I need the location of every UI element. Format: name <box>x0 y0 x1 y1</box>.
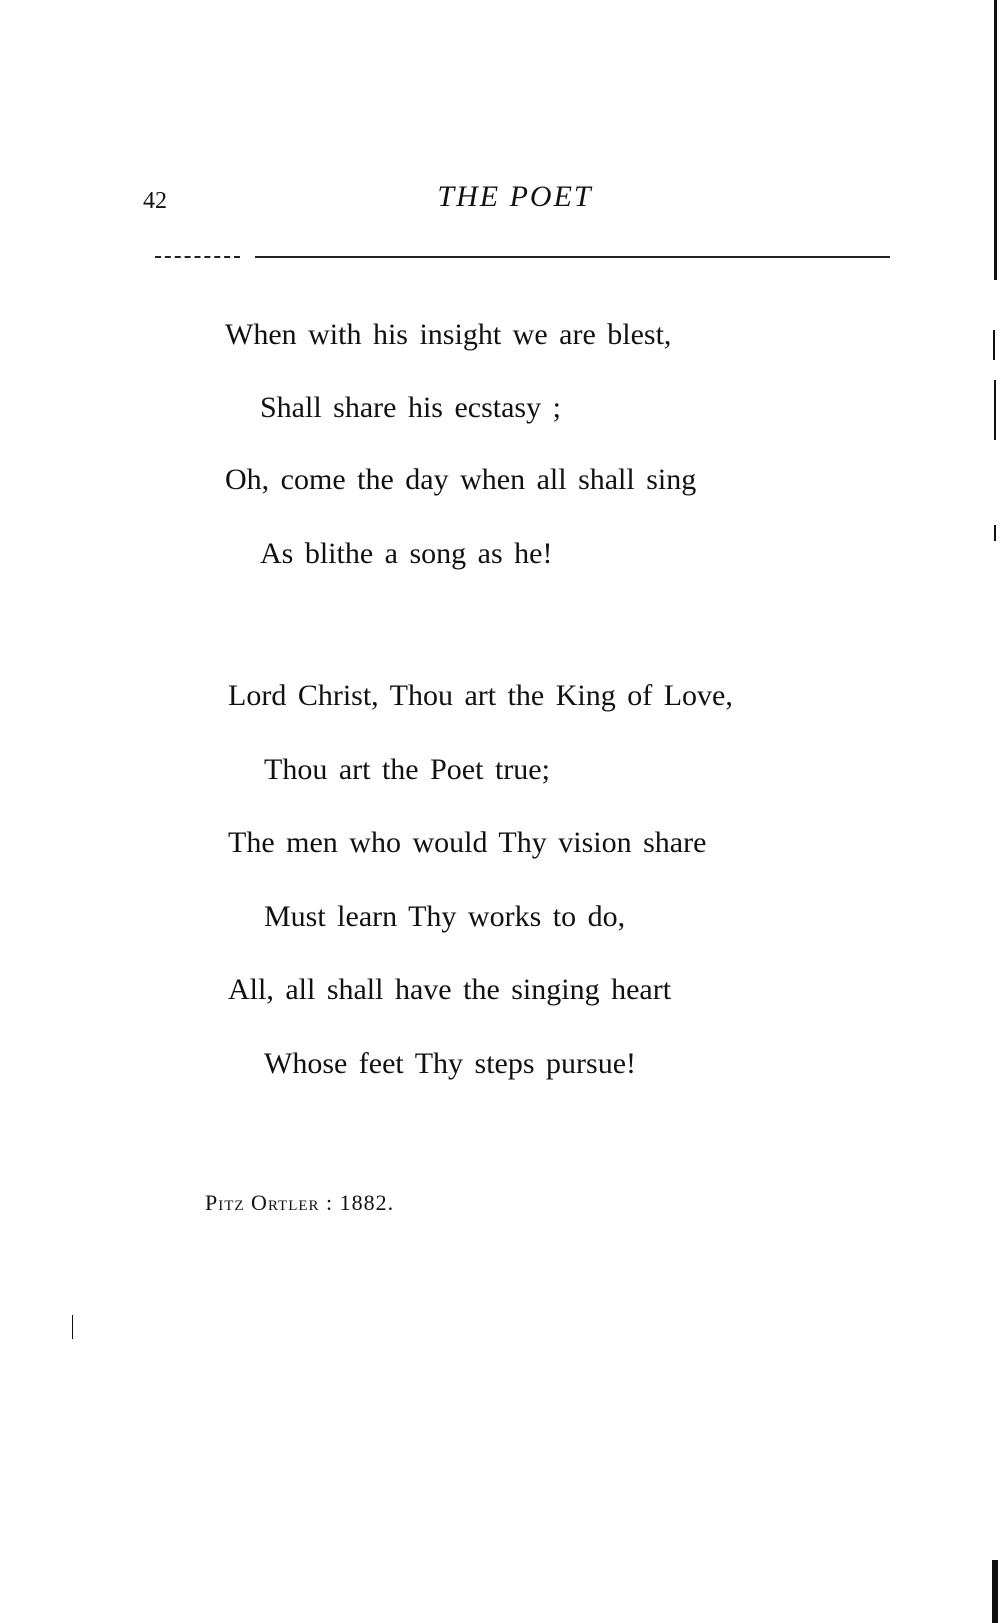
verse-line: As blithe a song as he! <box>260 537 553 570</box>
scan-edge-mark <box>993 330 995 360</box>
scan-edge-mark <box>994 0 997 280</box>
verse-line: All, all shall have the singing heart <box>228 973 672 1006</box>
scan-edge-mark <box>992 1560 998 1623</box>
running-title: THE POET <box>437 180 593 213</box>
verse-line: When with his insight we are blest, <box>225 318 672 351</box>
verse-line: Must learn Thy works to do, <box>264 900 626 933</box>
scan-edge-mark <box>994 525 996 541</box>
verse-line: Lord Christ, Thou art the King of Love, <box>228 679 733 712</box>
verse-line: Shall share his ecstasy ; <box>260 391 561 424</box>
scan-edge-mark <box>994 380 996 440</box>
verse-line: Whose feet Thy steps pursue! <box>264 1047 637 1080</box>
scan-edge-mark <box>72 1315 73 1339</box>
verse-line: The men who would Thy vision share <box>228 826 707 859</box>
verse-line: Thou art the Poet true; <box>264 753 550 786</box>
page-number: 42 <box>143 188 167 214</box>
signature: Pitz Ortler : 1882. <box>205 1190 395 1215</box>
header-rule-short <box>155 256 240 258</box>
header-rule <box>255 256 890 258</box>
verse-line: Oh, come the day when all shall sing <box>225 463 697 496</box>
